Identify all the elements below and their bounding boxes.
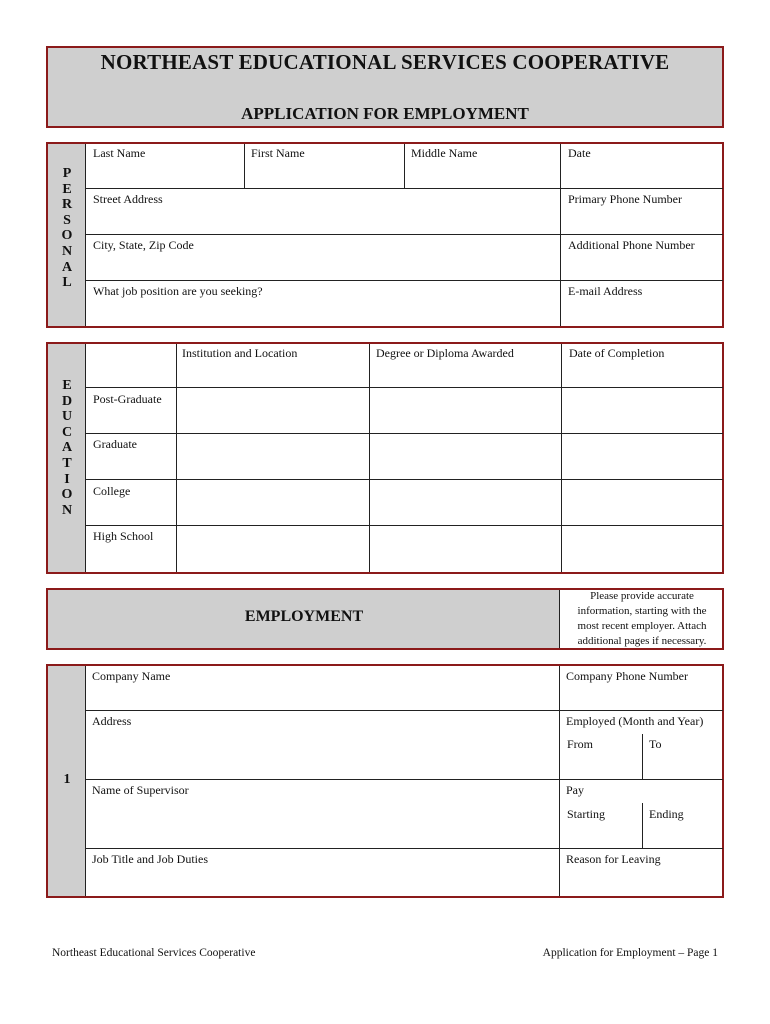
org-title: NORTHEAST EDUCATIONAL SERVICES COOPERATIVE xyxy=(100,50,670,74)
additional-phone-field[interactable] xyxy=(561,254,722,279)
graduate-institution-field[interactable] xyxy=(177,434,368,478)
high-school-completion-field[interactable] xyxy=(562,526,722,571)
education-side-letter: O xyxy=(61,487,73,503)
college-institution-field[interactable] xyxy=(177,480,368,524)
personal-side-letter: P xyxy=(62,166,72,181)
date-label: Date xyxy=(568,146,591,160)
personal-side-label xyxy=(48,166,86,291)
education-side-letter: D xyxy=(61,393,73,409)
education-side-label xyxy=(48,378,86,518)
employment-title: EMPLOYMENT xyxy=(244,608,364,625)
entry-number: 1 xyxy=(63,772,71,787)
post-graduate-institution-field[interactable] xyxy=(177,388,368,432)
college-degree-field[interactable] xyxy=(370,480,560,524)
education-side-letter: C xyxy=(61,424,73,440)
employment-note-line: most recent employer. Attach xyxy=(577,620,707,632)
reason-leaving-label: Reason for Leaving xyxy=(566,852,661,866)
employment-row-divider xyxy=(86,779,723,780)
job-position-label: What job position are you seeking? xyxy=(93,284,263,298)
address-label: Address xyxy=(92,714,132,728)
employed-to-field[interactable] xyxy=(643,753,722,778)
supervisor-field[interactable] xyxy=(87,799,558,847)
email-label: E-mail Address xyxy=(568,284,643,298)
address-field[interactable] xyxy=(87,730,558,778)
graduate-degree-field[interactable] xyxy=(370,434,560,478)
post-graduate-completion-field[interactable] xyxy=(562,388,722,432)
graduate-completion-field[interactable] xyxy=(562,434,722,478)
employment-row-divider xyxy=(86,710,723,711)
personal-side-letter: L xyxy=(62,275,72,291)
middle-name-field[interactable] xyxy=(405,162,559,187)
personal-side-letter: R xyxy=(61,197,73,213)
institution-header: Institution and Location xyxy=(182,346,298,360)
row-label-graduate: Graduate xyxy=(93,437,137,451)
from-label: From xyxy=(567,737,594,751)
job-position-field[interactable] xyxy=(87,300,559,325)
education-side-letter: N xyxy=(61,502,73,518)
personal-side-letter: O xyxy=(61,228,73,244)
employment-note-line: additional pages if necessary. xyxy=(577,635,707,647)
row-label-college: College xyxy=(93,484,131,498)
starting-label: Starting xyxy=(567,807,605,821)
employed-label: Employed (Month and Year) xyxy=(566,714,704,728)
street-address-label: Street Address xyxy=(93,192,163,206)
pay-label: Pay xyxy=(566,783,584,797)
degree-header: Degree or Diploma Awarded xyxy=(376,346,514,360)
supervisor-label: Name of Supervisor xyxy=(92,783,189,797)
completion-header: Date of Completion xyxy=(569,346,665,360)
education-side-letter: E xyxy=(62,378,72,393)
middle-name-label: Middle Name xyxy=(411,146,478,160)
education-side-letter: U xyxy=(61,409,73,425)
footer-right: Application for Employment – Page 1 xyxy=(542,947,718,959)
personal-side-letter: E xyxy=(62,181,72,197)
company-phone-field[interactable] xyxy=(560,686,722,709)
company-name-label: Company Name xyxy=(92,669,171,683)
high-school-degree-field[interactable] xyxy=(370,526,560,571)
primary-phone-field[interactable] xyxy=(561,208,722,233)
company-phone-label: Company Phone Number xyxy=(566,669,688,683)
education-side-letter: T xyxy=(62,455,72,471)
job-title-label: Job Title and Job Duties xyxy=(92,852,209,866)
form-title: APPLICATION FOR EMPLOYMENT xyxy=(241,104,529,123)
high-school-institution-field[interactable] xyxy=(177,526,368,571)
last-name-field[interactable] xyxy=(87,162,243,187)
personal-row-divider xyxy=(86,188,723,189)
personal-side-letter: A xyxy=(61,259,73,275)
footer-left: Northeast Educational Services Cooperative xyxy=(52,947,256,959)
education-side-letter: A xyxy=(61,440,73,456)
employment-note-line: Please provide accurate xyxy=(590,590,694,602)
education-side-letter: I xyxy=(64,471,70,487)
primary-phone-label: Primary Phone Number xyxy=(568,192,682,206)
to-label: To xyxy=(649,737,662,751)
employed-from-field[interactable] xyxy=(560,753,641,778)
last-name-label: Last Name xyxy=(93,146,146,160)
reason-leaving-field[interactable] xyxy=(560,868,722,896)
pay-ending-field[interactable] xyxy=(643,822,722,847)
street-address-field[interactable] xyxy=(87,208,559,233)
personal-side-letter: N xyxy=(61,243,73,259)
employment-row-divider xyxy=(86,848,723,849)
row-label-post-graduate: Post-Graduate xyxy=(93,392,162,406)
post-graduate-degree-field[interactable] xyxy=(370,388,560,432)
employment-note-line: information, starting with the xyxy=(577,605,707,617)
additional-phone-label: Additional Phone Number xyxy=(568,238,695,252)
ending-label: Ending xyxy=(649,807,684,821)
first-name-field[interactable] xyxy=(245,162,403,187)
personal-side-letter: S xyxy=(63,212,71,228)
row-label-high-school: High School xyxy=(93,529,154,543)
city-state-zip-field[interactable] xyxy=(87,254,559,279)
employment-note xyxy=(562,589,722,649)
email-field[interactable] xyxy=(561,300,722,325)
company-name-field[interactable] xyxy=(87,686,558,709)
personal-row-divider xyxy=(86,234,723,235)
pay-starting-field[interactable] xyxy=(560,822,641,847)
date-field[interactable] xyxy=(561,162,722,187)
college-completion-field[interactable] xyxy=(562,480,722,524)
first-name-label: First Name xyxy=(251,146,305,160)
city-state-zip-label: City, State, Zip Code xyxy=(93,238,194,252)
job-title-field[interactable] xyxy=(87,868,558,896)
personal-row-divider xyxy=(86,280,723,281)
